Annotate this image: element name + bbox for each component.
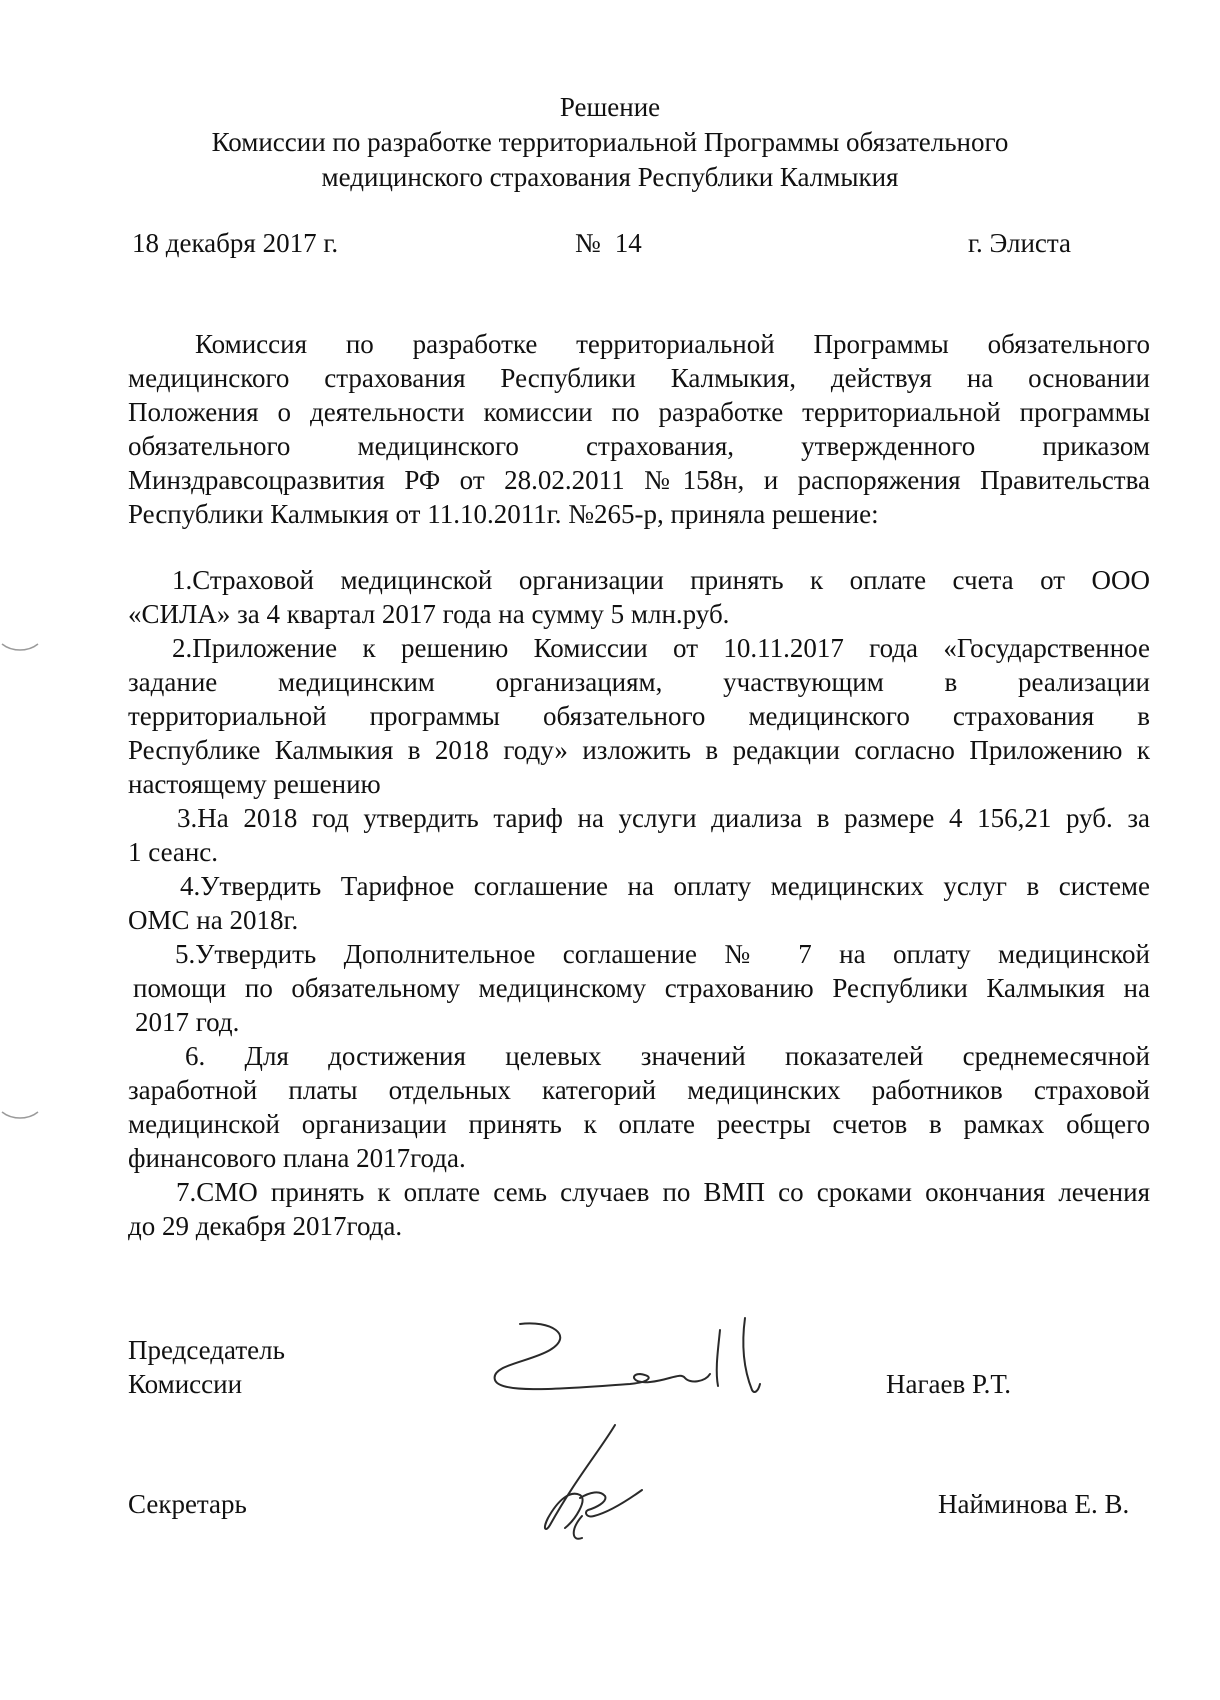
scan-mark-icon bbox=[0, 640, 40, 654]
number-value: 14 bbox=[614, 228, 642, 258]
scan-mark-icon bbox=[0, 1108, 40, 1122]
chair-signature-icon bbox=[480, 1310, 780, 1410]
chair-label-2: Комиссии bbox=[128, 1369, 243, 1399]
item-1-line: 1.Страховой медицинской организации принять к оплате счета от ООО bbox=[172, 565, 1150, 595]
item-7-line: до 29 декабря 2017года. bbox=[128, 1211, 403, 1241]
secretary-label: Секретарь bbox=[128, 1489, 247, 1519]
item-7-line: 7.СМО принять к оплате семь случаев по ВМП со сроками окончания лечения bbox=[176, 1177, 1150, 1207]
body-line: Минздравсоцразвития РФ от 28.02.2011 №158н, и распоряжения Правительства bbox=[128, 465, 1150, 495]
item-2-line: территориальной программы обязательного медицинского страхования в bbox=[128, 701, 1150, 731]
document-subtitle-line-2: медицинского страхования Республики Калмыкия bbox=[321, 162, 899, 192]
secretary-name: Найминова Е. В. bbox=[938, 1489, 1130, 1519]
document-title: Решение bbox=[559, 92, 661, 122]
number-sign: № bbox=[575, 228, 601, 258]
chair-label: Председатель bbox=[128, 1335, 285, 1365]
body-line: медицинского страхования Республики Калмыкия, действуя на основании bbox=[128, 363, 1150, 393]
document-number bbox=[575, 226, 642, 260]
document-city: г. Элиста bbox=[968, 228, 1072, 258]
document-subtitle-line-1: Комиссии по разработке территориальной Программы обязательного bbox=[211, 127, 1009, 157]
chair-name: Нагаев Р.Т. bbox=[886, 1369, 1011, 1399]
item-6-line: заработной платы отдельных категорий медицинских работников страховой bbox=[128, 1075, 1150, 1105]
item-3-line: 1 сеанс. bbox=[128, 837, 219, 867]
body-line: Комиссия по разработке территориальной Программы обязательного bbox=[195, 329, 1150, 359]
body-line: Положения о деятельности комиссии по разработке территориальной программы bbox=[128, 397, 1150, 427]
body-line: обязательного медицинского страхования, утвержденного приказом bbox=[128, 431, 1150, 461]
item-5-line: 2017 год. bbox=[135, 1007, 240, 1037]
item-6-line: финансового плана 2017года. bbox=[128, 1143, 466, 1173]
secretary-signature-icon bbox=[520, 1420, 660, 1550]
item-3-line: 3.На 2018 год утвердить тариф на услуги диализа в размере 4 156,21 руб. за bbox=[177, 803, 1150, 833]
item-6-line: 6. Для достижения целевых значений показателей среднемесячной bbox=[185, 1041, 1150, 1071]
document-date: 18 декабря 2017 г. bbox=[132, 228, 339, 258]
item-2-line: настоящему решению bbox=[128, 769, 381, 799]
item-2-line: 2.Приложение к решению Комиссии от 10.11.2017 года «Государственное bbox=[172, 633, 1150, 663]
item-2-line: Республике Калмыкия в 2018 году» изложить в редакции согласно Приложению к bbox=[128, 735, 1150, 765]
item-6-line: медицинской организации принять к оплате реестры счетов в рамках общего bbox=[128, 1109, 1150, 1139]
body-line: Республики Калмыкия от 11.10.2011г. №265-р, приняла решение: bbox=[128, 499, 879, 529]
item-4-line: ОМС на 2018г. bbox=[128, 905, 299, 935]
item-2-line: задание медицинским организациям, участвующим в реализации bbox=[128, 667, 1150, 697]
item-5-line: помощи по обязательному медицинскому страхованию Республики Калмыкия на bbox=[133, 973, 1150, 1003]
item-1-line: «СИЛА» за 4 квартал 2017 года на сумму 5 млн.руб. bbox=[128, 599, 730, 629]
item-5-line: 5.Утвердить Дополнительное соглашение № 7 на оплату медицинской bbox=[175, 939, 1150, 969]
item-4-line: 4.Утвердить Тарифное соглашение на оплату медицинских услуг в системе bbox=[180, 871, 1150, 901]
